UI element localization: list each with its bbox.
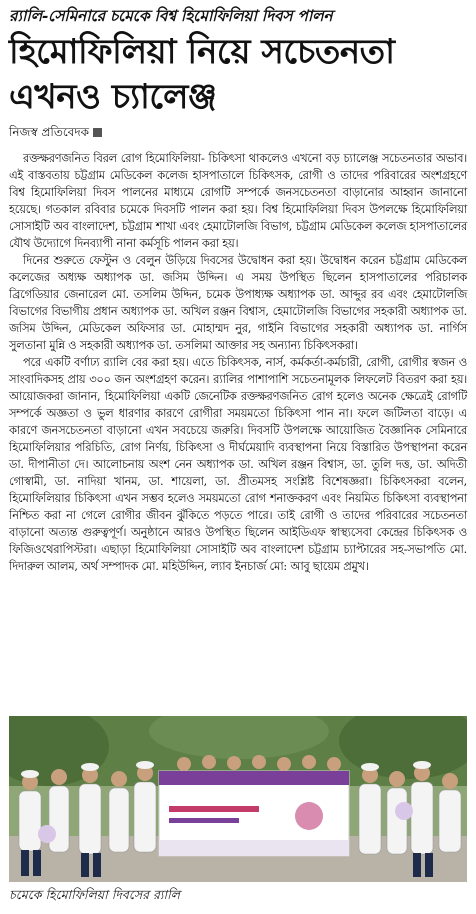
kicker-line: র‍্যালি-সেমিনারে চমেকে বিশ্ব হিমোফিলিয়া দিবস পালন (9, 6, 333, 25)
byline (9, 124, 102, 140)
headline-line-2: এখনও চ্যালেঞ্জ (9, 77, 217, 117)
byline-square-icon (93, 128, 102, 137)
article-paragraph: পরে একটি বর্ণাঢ্য র‍্যালি বের করা হয়। এতে চিকিৎসক, নার্স, কর্মকর্তা-কর্মচারী, রোগী, রোগীর স্বজন ও সাংবাদিকসহ প্রায় ৩০০ জন অংশগ্রহণ করেন। র‍্যালির পাশাপাশি সচেতনামূলক লিফলেট বিতরণ করা হয়। আয়োজকরা জানান, হিমোফিলিয়া একটি জেনেটিক রক্তক্ষরণজনিত রোগ হলেও অনেক ক্ষেত্রেই রোগটি সম্পর্কে অজ্ঞতা ও ভুল ধারণার কারণে রোগীরা সময়মতো চিকিৎসা পান না। ফলে জটিলতা বাড়ে। এ কারণে জনসচেতনতা বাড়ানো এখন সবচেয়ে জরুরি। দিবসটি উপলক্ষে আয়োজিত বৈজ্ঞানিক সেমিনারে হিমোফিলিয়ার পরিচিতি, রোগ নির্ণয়, চিকিৎসা ও দীর্ঘমেয়াদি ব্যবস্থাপনা নিয়ে বিস্তারিত উপস্থাপনা করেন ডা. দীপানীতা দে। আলোচনায় অংশ নেন অধ্যাপক ডা. অখিল রঞ্জন বিশ্বাস, ডা. তুলি দত্ত, ডা. অদিতী গোস্বামী, ডা. নাদিয়া খানম, ডা. শায়েলা, ডা. প্রীতমসহ সংশ্লিষ্ট বিশেষজ্ঞরা। চিকিৎসকরা বলেন, হিমোফিলিয়ার চিকিৎসা এখন সম্ভব হলেও সময়মতো রোগ শনাক্তকরণ এবং নিয়মিত চিকিৎসা ব্যবস্থাপনা নিশ্চিত করা না গেলে রোগীর জীবন ঝুঁকিতে পড়তে পারে। তাই রোগী ও তাদের পরিবারের সচেতনতা বাড়ানো অত্যন্ত গুরুত্বপূর্ণ। অনুষ্ঠানে আরও উপস্থিত ছিলেন আইডিএফ স্বাস্থ্যসেবা কেন্দ্রের চিকিৎসক ও ফিজিওথেরাপিস্টরা। এছাড়া হিমোফিলিয়া সোসাইটি অব বাংলাদেশ চট্টগ্রাম চ্যাপ্টারের সহ-সভাপতি মো. দিদারুল আলম, অর্থ সম্পাদক মো. মহিউদ্দিন, ল্যাব ইনচার্জ মো: আবু ছায়েম প্রমুখ। (9, 356, 467, 573)
article-paragraph: দিনের শুরুতে ফেস্টুন ও বেলুন উড়িয়ে দিবসের উদ্বোধন করা হয়। উদ্বোধন করেন চট্টগ্রাম মেডিকেল কলেজের অধ্যক্ষ অধ্যাপক ডা. জসিম উদ্দিন। এ সময় উপস্থিত ছিলেন হাসপাতালের পরিচালক ব্রিগেডিয়ার জেনারেল মো. তসলিম উদ্দিন, চমেক উপাধ্যক্ষ অধ্যাপক ডা. আব্দুর রব এবং হেমাটোলজি বিভাগের বিভাগীয় প্রধান অধ্যাপক ডা. অখিল রঞ্জন বিশ্বাস, হেমাটোলজি বিভাগের সহকারী অধ্যাপক ডা. জসিম উদ্দিন, মেডিকেল অফিসার ডা. মোহাম্মদ নুর, গাইনি বিভাগের সহকারী অধ্যাপক ডা. নার্গিস সুলতানা মুন্নি ও সহকারী অধ্যাপক ডা. তসলিমা আক্তার সহ অন্যান্য চিকিৎসকরা। (9, 254, 467, 352)
byline-text: নিজস্ব প্রতিবেদক (9, 125, 90, 139)
article-body (9, 150, 467, 575)
headline-line-1: হিমোফিলিয়া নিয়ে সচেতনতা (9, 32, 395, 72)
article-paragraph: রক্তক্ষরণজনিত বিরল রোগ হিমোফিলিয়া- চিকিৎসা থাকলেও এখনো বড় চ্যালেঞ্জ সচেতনতার অভাব। এই বাস্তবতায় চট্টগ্রাম মেডিকেল কলেজ হাসপাতালে চিকিৎসক, রোগী ও তাদের পরিবারের অংশগ্রহণে বিশ্ব হিমোফিলিয়া দিবস পালনের মাধ্যমে রোগটি সম্পর্কে জনসচেতনতা বাড়ানোর আহ্বান জানানো হয়েছে। গতকাল রবিবার চমেকে দিবসটি পালন করা হয়। বিশ্ব হিমোফিলিয়া দিবস উপলক্ষে হিমোফিলিয়া সোসাইটি অব বাংলাদেশ, চট্টগ্রাম শাখা এবং হেমাটোলজি বিভাগ, চট্টগ্রাম মেডিকেল কলেজ হাসপাতালের যৌথ উদ্যোগে দিনব্যাপী নানা কর্মসূচি পালন করা হয়। (9, 152, 467, 250)
rally-photo (9, 716, 467, 882)
photo-caption: চমেকে হিমোফিলিয়া দিবসের র‍্যালি (9, 887, 180, 902)
headline (9, 30, 467, 120)
rally-photo-illustration (9, 716, 467, 882)
